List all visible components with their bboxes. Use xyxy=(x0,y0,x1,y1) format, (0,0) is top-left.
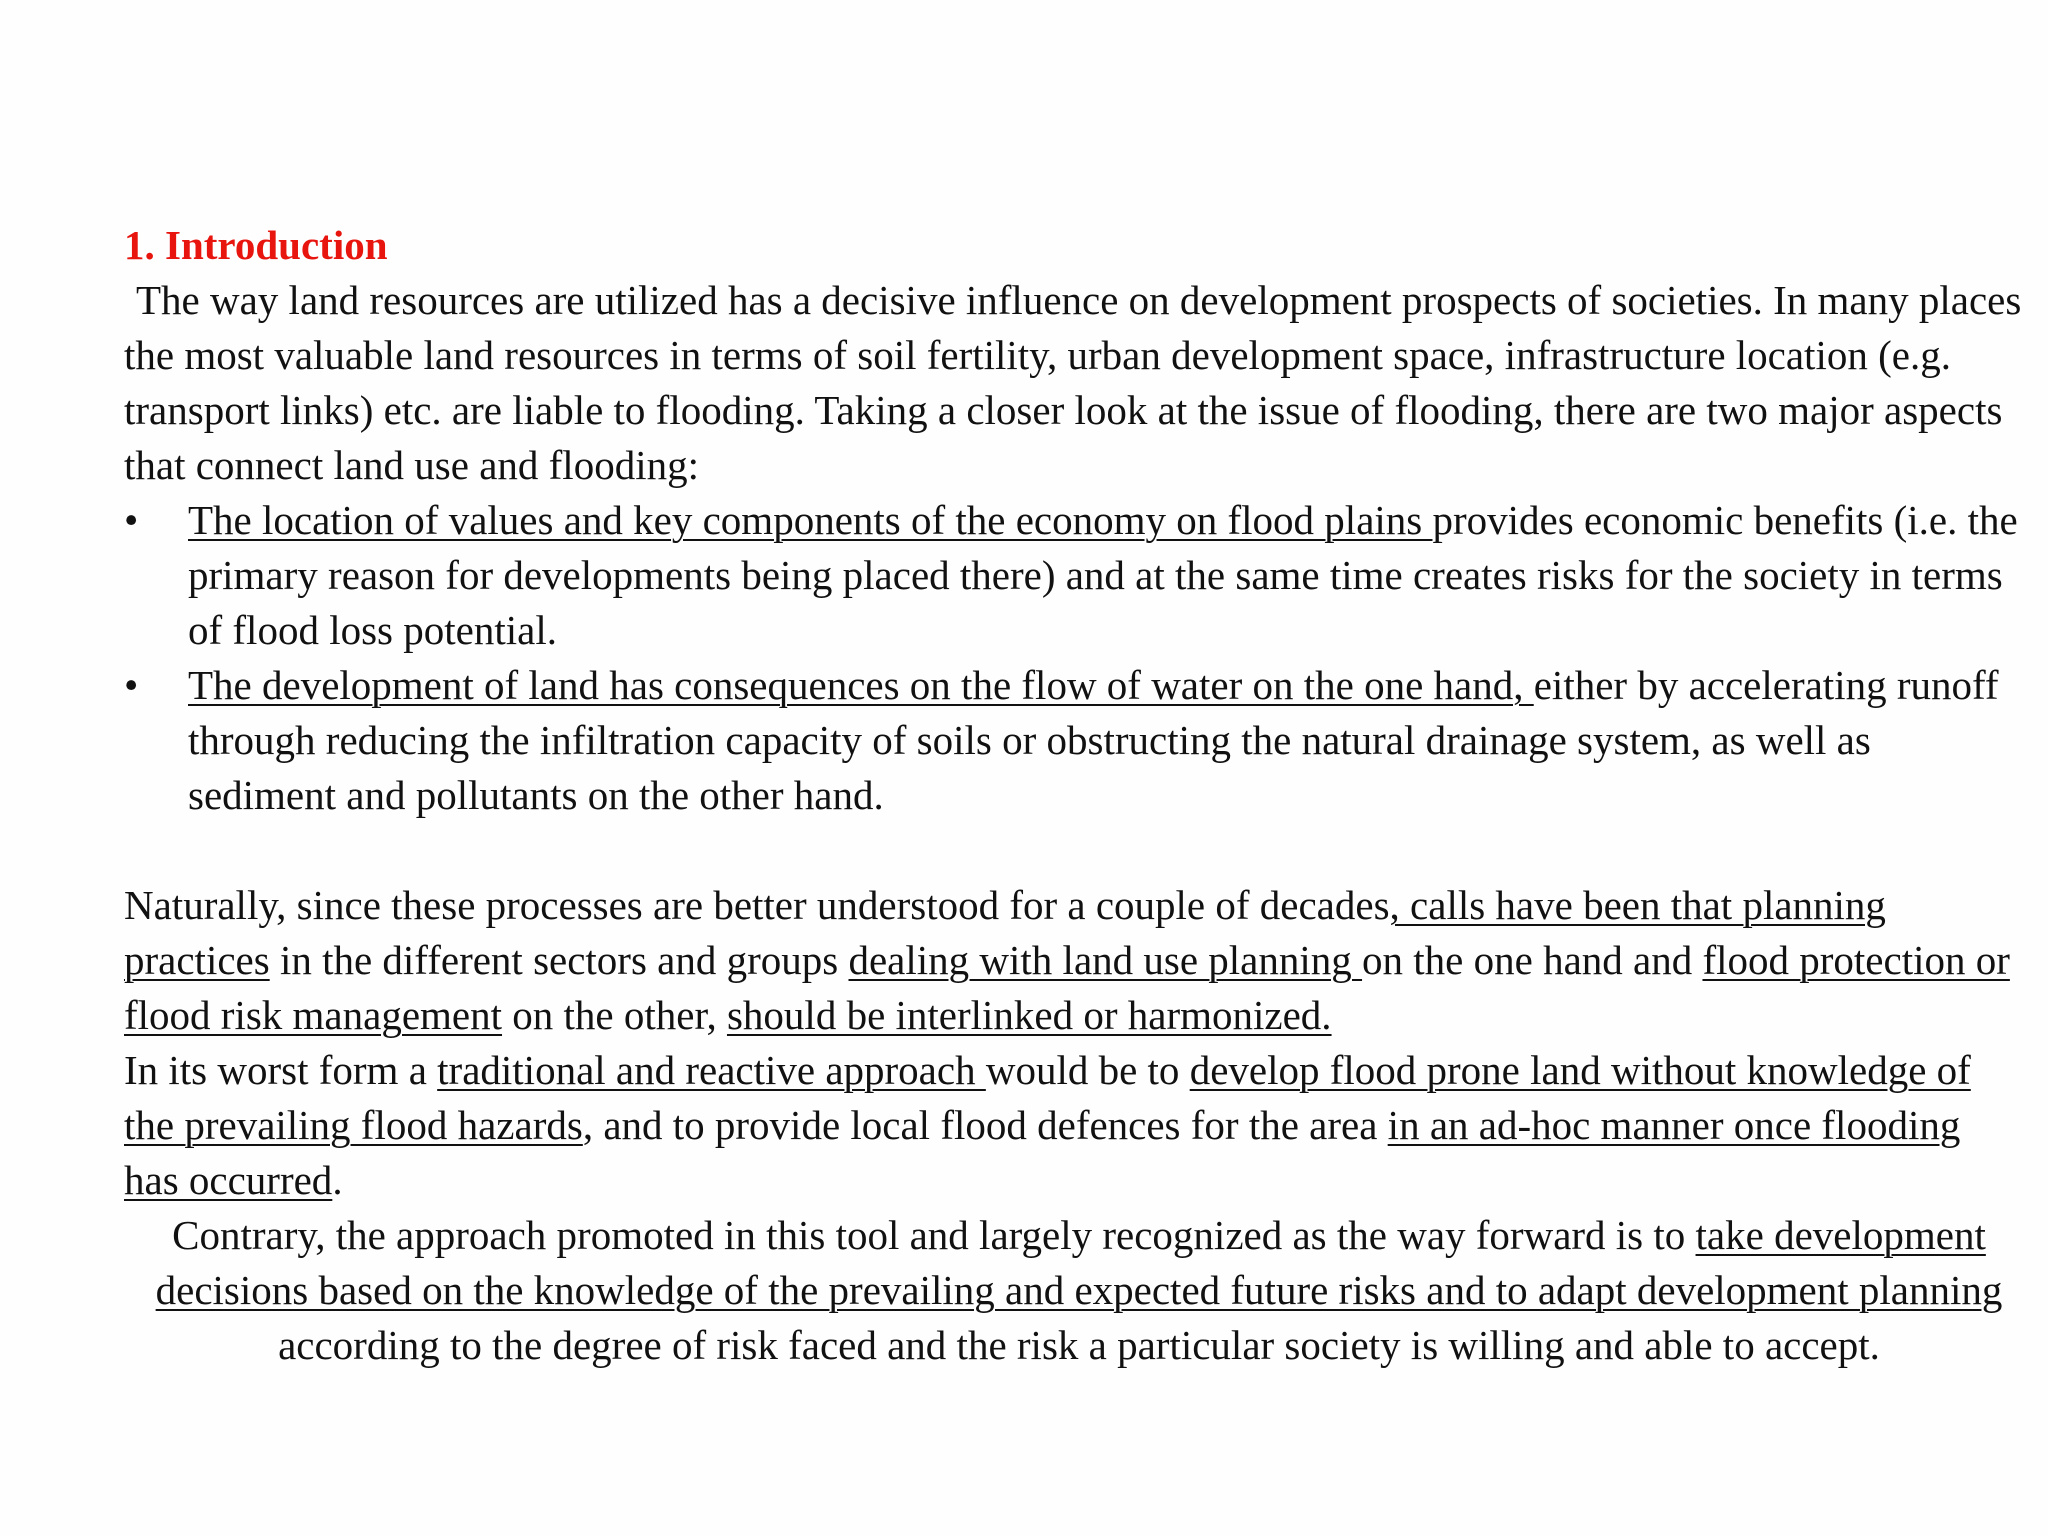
paragraph-spacer xyxy=(124,823,2024,878)
planning-paragraph xyxy=(124,878,2024,1043)
list-item xyxy=(124,493,2024,658)
underlined-phrase: take development decisions based on the knowledge of the prevailing and expected future risks and to adapt development planning xyxy=(155,1212,2003,1313)
bullet-icon: • xyxy=(124,497,139,543)
text-run: on the other, xyxy=(502,992,727,1038)
text-run: Contrary, the approach promoted in this tool and largely recognized as the way forward is to xyxy=(172,1212,1696,1258)
reactive-approach-paragraph xyxy=(124,1043,2024,1208)
text-run: would be to xyxy=(985,1047,1190,1093)
document-body xyxy=(124,218,2024,1373)
text-run: In its worst form a xyxy=(124,1047,438,1093)
aspects-list xyxy=(124,493,2024,823)
text-run: in the different sectors and groups xyxy=(269,937,849,983)
list-item xyxy=(124,658,2024,823)
text-run: according to the degree of risk faced and the risk a particular society is willing and able to accept. xyxy=(278,1322,1880,1368)
bullet-icon: • xyxy=(124,662,139,708)
underlined-phrase: , calls have been that planning practices xyxy=(124,882,1886,983)
text-run: , and to provide local flood defences for the area xyxy=(582,1102,1388,1148)
promoted-approach-paragraph xyxy=(124,1208,2024,1373)
underlined-phrase: should be interlinked or harmonized. xyxy=(726,992,1332,1038)
text-run: . xyxy=(332,1157,343,1203)
intro-paragraph: The way land resources are utilized has a decisive influence on development prospects of societies. In many places the most valuable land resources in terms of soil fertility, urban development space, infrastructure location (e.g. transport links) etc. are liable to flooding. Taking a closer look at the issue of flooding, there are two major aspects that connect land use and flooding: xyxy=(124,277,2022,488)
underlined-phrase: traditional and reactive approach xyxy=(437,1047,986,1093)
underlined-phrase: dealing with land use planning xyxy=(848,937,1363,983)
text-run: on the one hand and xyxy=(1362,937,1703,983)
underlined-phrase: in an ad-hoc manner once flooding has occurred xyxy=(124,1102,1961,1203)
list-item-text: either by accelerating runoff through reducing the infiltration capacity of soils or obstructing the natural drainage system, as well as sediment and pollutants on the other hand. xyxy=(188,662,1999,818)
underlined-phrase: The location of values and key components of the economy on flood plains xyxy=(188,497,1433,543)
list-item-text: provides economic benefits (i.e. the primary reason for developments being placed there) and at the same time creates risks for the society in terms of flood loss potential. xyxy=(188,497,2018,653)
text-run: Naturally, since these processes are better understood for a couple of decades xyxy=(124,882,1390,928)
underlined-phrase: develop flood prone land without knowledge of the prevailing flood hazards xyxy=(124,1047,1971,1148)
underlined-phrase: flood protection or flood risk management xyxy=(124,937,2010,1038)
section-heading: 1. Introduction xyxy=(124,222,388,268)
underlined-phrase: The development of land has consequences on the flow of water on the one hand, xyxy=(188,662,1534,708)
